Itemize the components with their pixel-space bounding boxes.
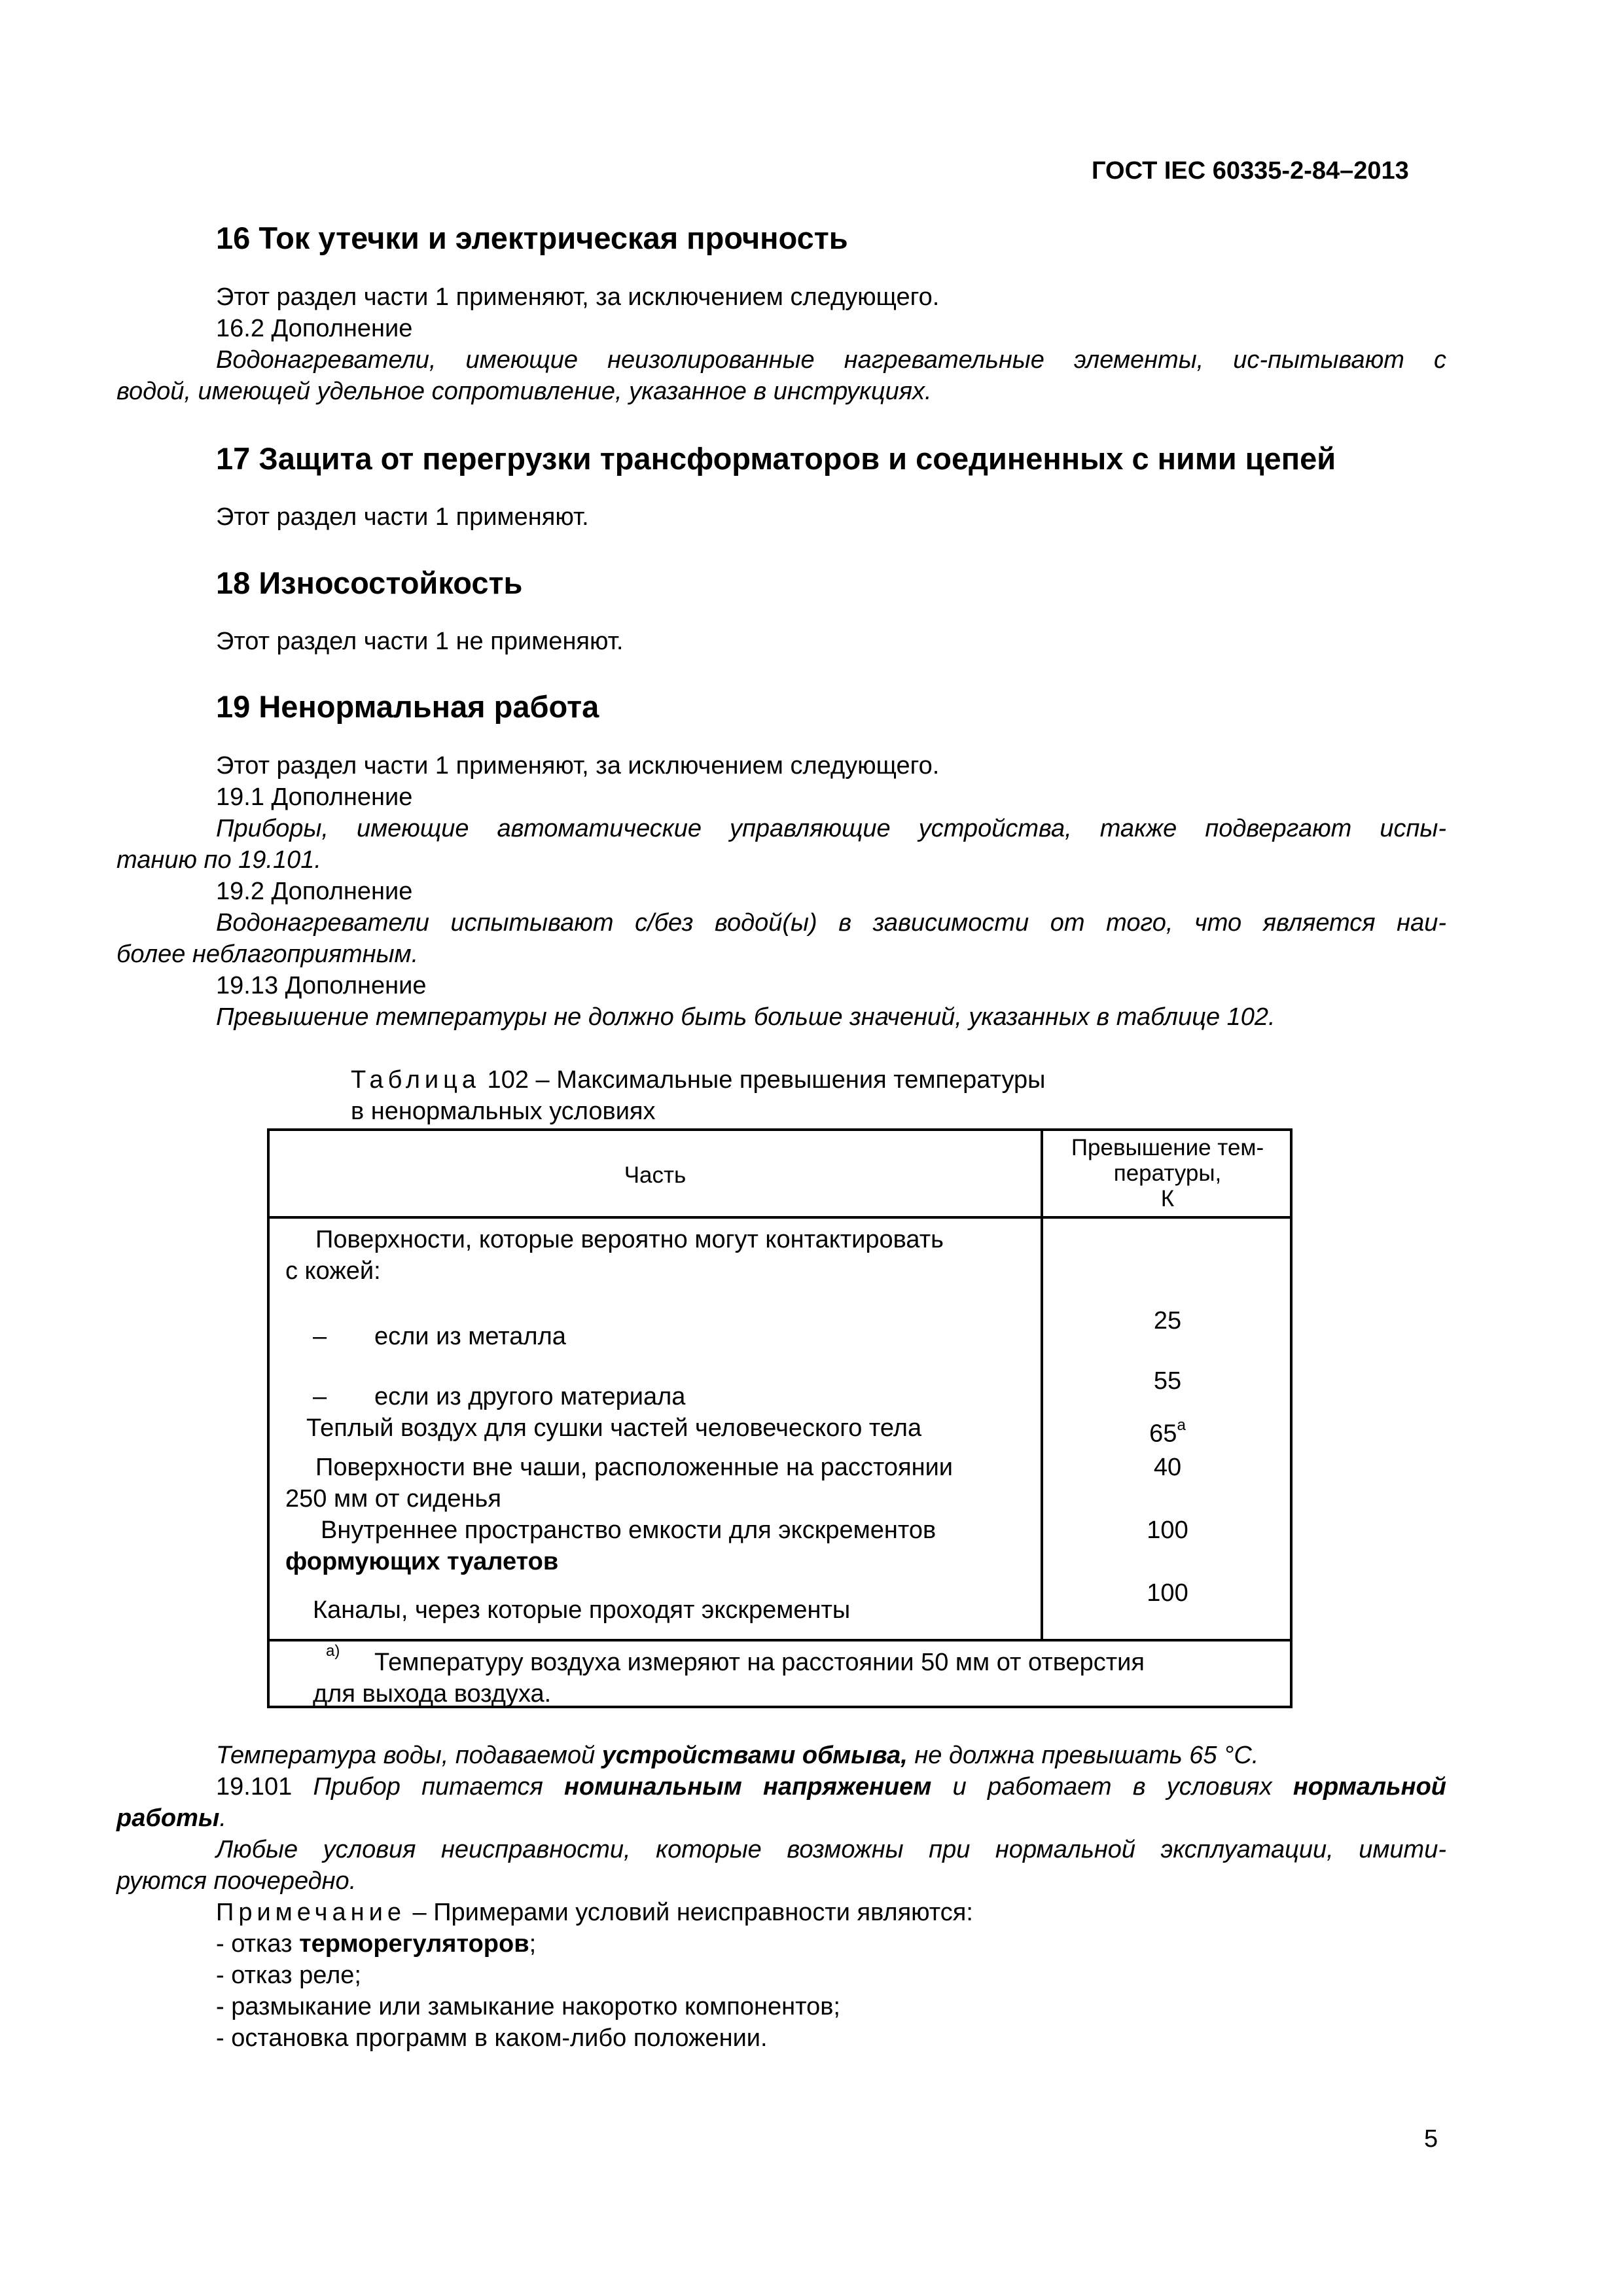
term-rated-voltage: номинальным напряжением <box>564 1773 932 1801</box>
table-caption <box>351 1064 1045 1096</box>
table-row-skin-contact-line2: с кожей: <box>285 1257 381 1285</box>
table-value-metal: 25 <box>1153 1307 1182 1335</box>
term-normal: нормальной <box>1293 1773 1446 1801</box>
table-footnote-mark: a) <box>326 1642 340 1660</box>
section-19-text: Этот раздел части 1 применяют, за исключением следующего. <box>216 752 940 780</box>
table-footnote-line1: Температуру воздуха измеряют на расстоянии 50 мм от отверстия <box>374 1649 1145 1676</box>
section-19-2-label: 19.2 Дополнение <box>216 878 413 905</box>
clause-number: 19.101 <box>216 1773 313 1801</box>
fault-conditions-line2: руются поочередно. <box>116 1867 357 1895</box>
table-row-channels: Каналы, через которые проходят экскременты <box>313 1596 851 1624</box>
table-row-metal: если из металла <box>374 1323 566 1350</box>
text-span: и работает в условиях <box>931 1773 1293 1801</box>
section-19-101-line2 <box>116 1803 226 1834</box>
table-row-dash: – <box>313 1323 327 1350</box>
table-value-warm-air-number: 65 <box>1149 1420 1177 1448</box>
table-value-warm-air <box>1043 1412 1292 1450</box>
section-19-1-text-line2: танию по 19.101. <box>116 846 321 874</box>
table-value-other-material: 55 <box>1153 1367 1182 1395</box>
section-16-2-text-line1: Водонагреватели, имеющие неизолированные нагревательные элементы, ис-пытывают с <box>216 346 1446 374</box>
table-row-other-material: если из другого материала <box>374 1383 686 1410</box>
list-item: - отказ реле; <box>216 1962 361 1989</box>
footnote-marker: a <box>1177 1416 1186 1434</box>
fault-conditions-line1: Любые условия неисправности, которые возможны при нормальной эксплуатации, имити- <box>216 1836 1446 1863</box>
section-16-title: 16 Ток утечки и электрическая прочность <box>216 221 848 255</box>
text-span: . <box>219 1804 226 1832</box>
table-caption-prefix: Таблица <box>351 1066 480 1094</box>
list-item: - остановка программ в каком-либо положении. <box>216 2024 768 2052</box>
table-caption-rest: 102 – Максимальные превышения температуры <box>480 1066 1046 1094</box>
table-value-channels: 100 <box>1147 1579 1188 1607</box>
table-header-rise-line1: Превышение тем- <box>1071 1135 1264 1160</box>
term-washing-devices: устройствами обмыва, <box>601 1742 908 1769</box>
table-header-rise <box>1043 1135 1292 1211</box>
table-footnote-divider <box>270 1639 1290 1641</box>
text-span: Прибор питается <box>313 1773 564 1801</box>
section-19-1-label: 19.1 Дополнение <box>216 783 413 811</box>
term-operation: работы <box>116 1804 220 1832</box>
section-17-text: Этот раздел части 1 применяют. <box>216 503 589 531</box>
section-17-title: 17 Защита от перегрузки трансформаторов и соединенных с ними цепей <box>216 441 1336 476</box>
section-19-title: 19 Ненормальная работа <box>216 689 599 724</box>
list-item: - размыкание или замыкание накоротко компонентов; <box>216 1993 840 2020</box>
note <box>216 1897 973 1928</box>
note-text: – Примерами условий неисправности являются: <box>405 1899 973 1926</box>
note-prefix: Примечание <box>216 1899 406 1926</box>
document-code: ГОСТ IEC 60335-2-84–2013 <box>1092 157 1409 185</box>
text-span: Температура воды, подаваемой <box>216 1742 602 1769</box>
section-16-2-label: 16.2 Дополнение <box>216 315 413 342</box>
section-16-2-text-line2: водой, имеющей удельное сопротивление, указанное в инструкциях. <box>116 378 932 405</box>
section-19-13-label: 19.13 Дополнение <box>216 972 427 999</box>
section-19-1-text-line1: Приборы, имеющие автоматические управляющие устройства, также подвергают испы- <box>216 815 1446 842</box>
section-18-title: 18 Износостойкость <box>216 565 523 600</box>
list-item <box>216 1928 536 1960</box>
section-16-text: Этот раздел части 1 применяют, за исключением следующего. <box>216 283 940 311</box>
table-header-rise-line2: пературы, <box>1113 1160 1222 1186</box>
table-row-dash: – <box>313 1383 327 1410</box>
table-value-container: 100 <box>1147 1516 1188 1544</box>
table-row-outside-bowl-line2: 250 мм от сиденья <box>285 1485 501 1513</box>
table-value-outside-bowl: 40 <box>1153 1454 1182 1481</box>
term-thermostats: терморегуляторов <box>299 1930 529 1958</box>
section-19-13-text: Превышение температуры не должно быть больше значений, указанных в таблице 102. <box>216 1003 1275 1031</box>
water-temperature-text <box>216 1740 1258 1771</box>
section-18-text: Этот раздел части 1 не применяют. <box>216 628 624 655</box>
section-19-2-text-line2: более неблагоприятным. <box>116 941 419 968</box>
table-row-container-line2: формующих туалетов <box>285 1548 559 1575</box>
table-footnote-line2: для выхода воздуха. <box>313 1680 552 1708</box>
table-row-container-line1: Внутреннее пространство емкости для экскрементов <box>321 1516 936 1544</box>
table-row-skin-contact-line1: Поверхности, которые вероятно могут контактировать <box>315 1226 944 1253</box>
table-caption-line2: в ненормальных условиях <box>351 1098 656 1125</box>
temperature-rise-table <box>267 1128 1293 1708</box>
text-span: ; <box>529 1930 537 1958</box>
text-span: не должна превышать 65 °С. <box>907 1742 1259 1769</box>
table-row-warm-air: Теплый воздух для сушки частей человеческого тела <box>306 1414 922 1442</box>
table-header-rise-line3: К <box>1160 1186 1175 1211</box>
table-header-divider <box>270 1216 1290 1219</box>
text-span: - отказ <box>216 1930 300 1958</box>
section-19-101-line1 <box>216 1771 1446 1803</box>
section-19-2-text-line1: Водонагреватели испытывают с/без водой(ы) в зависимости от того, что является наи- <box>216 909 1446 937</box>
table-row-outside-bowl-line1: Поверхности вне чаши, расположенные на расстоянии <box>315 1454 954 1481</box>
table-header-part: Часть <box>624 1162 687 1188</box>
page-number: 5 <box>1424 2125 1438 2153</box>
